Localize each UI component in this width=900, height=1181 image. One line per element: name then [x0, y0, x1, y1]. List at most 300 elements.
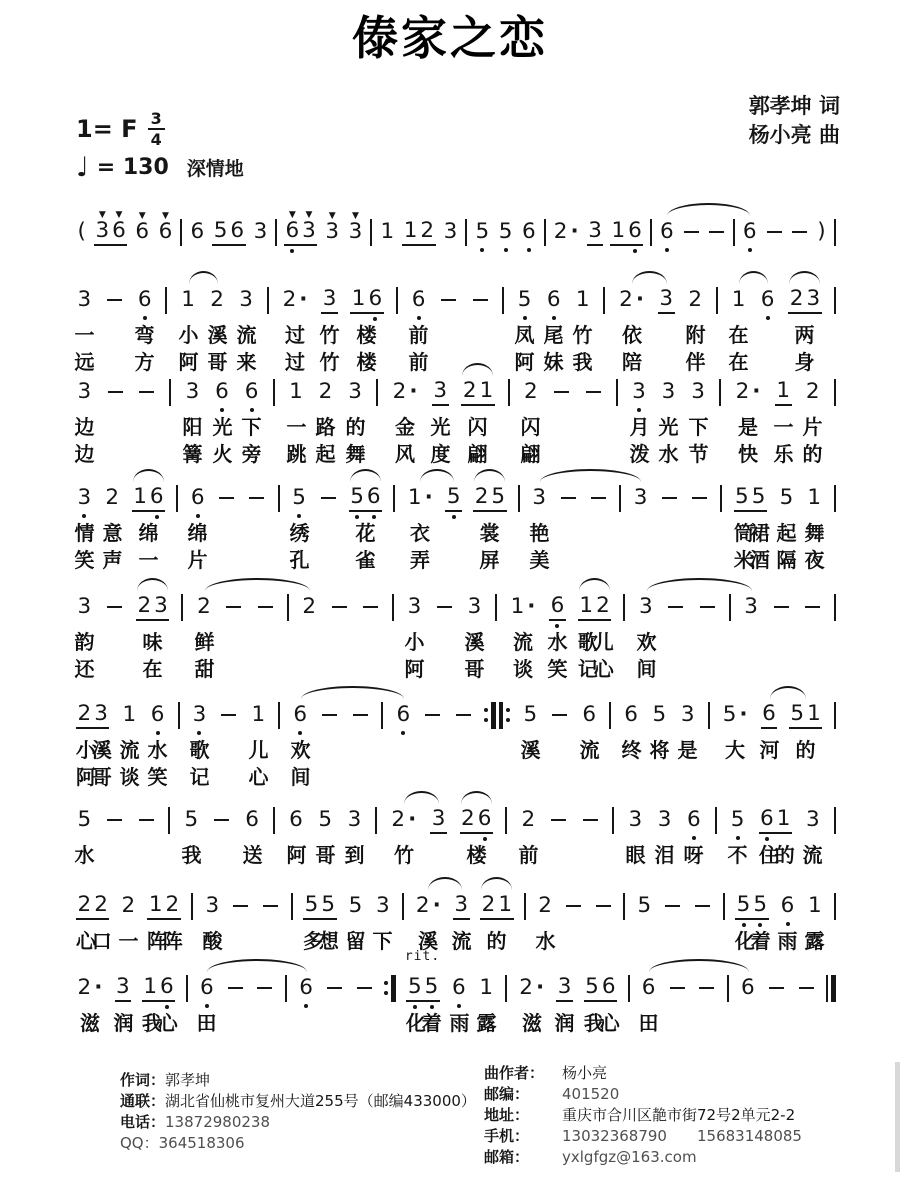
lyric-syllable: 溪 — [520, 738, 541, 762]
lyric-syllable: 过 — [285, 323, 305, 347]
repeat-dots — [384, 981, 388, 995]
barline — [834, 219, 836, 246]
lyric-syllable: 金 — [395, 415, 415, 439]
note-token: 3 — [805, 807, 820, 832]
music-system — [76, 949, 836, 1063]
note-token: 6 — [452, 975, 466, 1000]
note-token: 3 — [239, 287, 253, 312]
held-beat-dash — [228, 987, 243, 990]
lyric-syllable: 田 — [638, 1011, 659, 1035]
lyric-syllable: 阳 — [182, 415, 203, 439]
lyric-syllable: 一 — [138, 548, 159, 572]
lyric-syllable: 我 — [572, 350, 593, 374]
lyric-syllable: 水 — [74, 843, 95, 867]
lyric-syllable: 一 — [286, 415, 307, 439]
lyric-syllable: 雨 — [449, 1011, 470, 1035]
held-beat-dash — [327, 987, 342, 990]
lyric-syllable: 住 — [758, 843, 779, 867]
held-beat-dash — [321, 497, 336, 500]
composer-contact-line-2 — [484, 1084, 802, 1105]
note-token: 2 · — [415, 893, 441, 918]
note-token: 6 — [411, 287, 426, 312]
lyric-syllable: 还 — [74, 657, 95, 681]
held-beat-dash — [799, 987, 814, 990]
contact-label: 通联： — [120, 1092, 166, 1110]
lyric-syllable: 一 — [773, 415, 794, 439]
note-token: 6 — [396, 702, 411, 727]
lyric-syllable: 水 — [547, 630, 568, 654]
lyric-syllable: 露 — [804, 929, 825, 953]
lyric-syllable: 水 — [147, 738, 168, 762]
held-beat-dash — [805, 606, 820, 609]
note-token: 2 · — [553, 219, 579, 244]
lyric-syllable: 儿 — [593, 630, 614, 654]
song-title: 傣家之恋 — [352, 11, 548, 65]
music-system — [76, 361, 836, 467]
lyric-syllable: 方 — [134, 350, 155, 374]
note-token: 6 — [521, 219, 536, 244]
held-beat-dash — [473, 299, 488, 302]
held-beat-dash — [596, 905, 611, 908]
lyric-syllable: 节 — [688, 442, 709, 466]
lyric-syllable: 光 — [212, 415, 233, 439]
lyric-syllable: 笑 — [147, 765, 168, 789]
lyric-syllable: 弄 — [410, 548, 430, 572]
held-beat-dash — [709, 231, 724, 234]
note-token: 3 — [556, 974, 573, 1002]
music-system — [76, 269, 836, 375]
note-token: 3 — [532, 485, 547, 510]
lyric-syllable: 光 — [658, 415, 679, 439]
barline — [275, 219, 277, 246]
note-token: 5 — [318, 807, 332, 832]
lyric-syllable: 润 — [113, 1011, 134, 1035]
lyric-syllable: 小 — [75, 738, 96, 762]
lyric-syllable: 哥 — [464, 657, 485, 681]
lyric-syllable: 陪 — [622, 350, 642, 374]
barline — [715, 807, 717, 834]
barline — [278, 485, 280, 512]
lyric-syllable: 心 — [157, 1011, 178, 1035]
barline — [178, 702, 180, 729]
held-beat-dash — [586, 391, 601, 394]
note-token: 6 — [686, 807, 701, 832]
note-token: 3 — [587, 218, 604, 246]
lyric-syllable: 度 — [430, 442, 451, 466]
lyric-syllable: 月 — [629, 415, 650, 439]
lyric-syllable: 阵 — [162, 929, 183, 953]
barline — [393, 485, 395, 512]
quarter-note-icon: ♩ — [76, 152, 89, 183]
barline — [370, 219, 372, 246]
lyric-syllable: 流 — [513, 630, 533, 654]
lyric-syllable: 润 — [554, 1011, 575, 1035]
lyric-syllable: 翩 — [520, 442, 541, 466]
lyric-syllable: 竹 — [572, 323, 593, 347]
slur-arc — [649, 959, 749, 972]
lyric-syllable: 片 — [802, 415, 823, 439]
note-token: ▼ 3 ▼ 6 — [94, 218, 127, 246]
lyric-syllable: 笑 — [547, 657, 568, 681]
lyric-syllable: 裳 — [479, 521, 500, 545]
lyric-syllable: 情 — [74, 521, 95, 545]
held-beat-dash — [219, 497, 234, 500]
contact-value: 13872980238 — [165, 1113, 270, 1131]
note-token: 3 — [744, 594, 758, 619]
lyric-syllable: 在 — [142, 657, 163, 681]
note-token: 1 — [122, 702, 137, 727]
note-token: 1 · — [407, 485, 433, 510]
lyric-syllable: 旁 — [241, 442, 262, 466]
note-token: 5 — [77, 807, 92, 832]
lyric-syllable: 在 — [728, 323, 749, 347]
lyric-syllable: 口 — [91, 929, 112, 953]
thick-barline — [491, 702, 496, 729]
barline — [723, 893, 725, 920]
lyric-syllable: 隔 — [776, 548, 797, 572]
lyric-syllable: 露 — [476, 1011, 497, 1035]
lyric-syllable: 是 — [677, 738, 698, 762]
held-beat-dash — [221, 714, 236, 717]
note-token: 3 — [628, 807, 643, 832]
lyric-syllable: 心 — [248, 765, 269, 789]
note-token: 6 — [582, 702, 597, 727]
held-beat-dash — [226, 606, 241, 609]
barline — [603, 287, 605, 314]
lyric-syllable: 起 — [776, 521, 797, 545]
lyric-syllable: 溪 — [91, 738, 112, 762]
composer-contact-line-5 — [484, 1147, 802, 1168]
barline — [834, 594, 836, 621]
held-beat-dash — [665, 905, 680, 908]
thin-barline — [826, 975, 828, 1002]
slur-arc — [301, 686, 404, 699]
note-token: 6 — [299, 975, 313, 1000]
lyric-syllable: 片 — [187, 548, 208, 572]
lyricist-contact-block — [120, 1070, 476, 1154]
lyricist-credit: 郭孝坤 词 — [748, 94, 840, 118]
lyric-syllable: 河 — [759, 738, 780, 762]
note-token: 5 — [730, 807, 745, 832]
held-beat-dash — [769, 987, 784, 990]
lyric-syllable: 着 — [750, 929, 771, 953]
note-token: 6 — [741, 975, 755, 1000]
slur-arc — [540, 469, 641, 482]
key-text: 1= F — [76, 115, 138, 143]
lyric-syllable: 不 — [727, 843, 748, 867]
lyric-syllable: 将 — [649, 738, 670, 762]
held-beat-dash — [700, 606, 715, 609]
note-token: 5 6 — [212, 218, 245, 246]
note-token: 3 — [205, 893, 220, 918]
lyric-syllable: 美 — [529, 548, 550, 572]
held-beat-dash — [139, 391, 154, 394]
barline — [505, 975, 507, 1002]
contact-value: 13032368790 15683148085 — [562, 1127, 802, 1145]
lyric-syllable: 边 — [74, 442, 95, 466]
barline — [465, 219, 467, 246]
held-beat-dash — [591, 497, 606, 500]
note-token: 6 — [549, 593, 566, 621]
meter-numerator: 3 — [148, 110, 165, 130]
lyric-syllable: 下 — [372, 929, 393, 953]
note-token: 5 6 — [584, 974, 617, 1002]
lyric-syllable: 筒 — [733, 521, 754, 545]
lyric-syllable: 前 — [518, 843, 539, 867]
lyric-syllable: 光 — [430, 415, 451, 439]
contact-value: 湖北省仙桃市复州大道255号（邮编433000） — [165, 1092, 476, 1110]
note-token: 5 — [637, 893, 652, 918]
note-token: 5 — [292, 485, 306, 510]
note-token: 1 6 — [350, 286, 383, 314]
note-token: 5 — [652, 702, 667, 727]
note-token: 5 — [517, 287, 532, 312]
note-token: 1 — [479, 975, 494, 1000]
note-token: 6 — [190, 485, 205, 510]
slur-arc — [770, 686, 806, 699]
note-token: 5 5 — [303, 892, 336, 920]
note-token: 1 — [181, 287, 195, 312]
contact-label: 地址： — [484, 1106, 530, 1124]
notation-row — [76, 805, 836, 835]
lyric-syllable: 欢 — [636, 630, 657, 654]
lyric-syllable: 心 — [75, 929, 96, 953]
note-token: 1 — [807, 485, 822, 510]
thick-barline — [499, 702, 504, 729]
held-beat-dash — [692, 497, 707, 500]
barline — [165, 287, 167, 314]
note-token: 1 6 — [610, 218, 643, 246]
note-token: 6 — [244, 379, 259, 404]
composer-contact-block — [484, 1063, 802, 1168]
note-token: 6 — [641, 975, 656, 1000]
lyric-syllable: 孔 — [289, 548, 310, 572]
thick-barline — [391, 975, 396, 1002]
held-beat-dash — [233, 905, 248, 908]
note-token: 2 1 — [461, 378, 494, 406]
lyric-syllable: 下 — [241, 415, 262, 439]
barline — [508, 379, 510, 406]
lyric-syllable: 绵 — [187, 521, 208, 545]
lyric-syllable: 阿 — [404, 657, 425, 681]
notation-row — [76, 891, 836, 921]
note-token: 1 2 — [578, 593, 611, 621]
held-beat-dash — [441, 299, 456, 302]
lyric-syllable: 艳 — [529, 521, 550, 545]
note-token: 6 — [546, 287, 561, 312]
note-token: 1 — [775, 378, 792, 406]
barline — [502, 287, 504, 314]
lyric-syllable: 雨 — [777, 929, 798, 953]
lyric-syllable: 终 — [621, 738, 642, 762]
lyric-syllable: 风 — [395, 442, 415, 466]
lyric-syllable: 阵 — [146, 929, 167, 953]
note-token: 3 — [77, 287, 92, 312]
lyric-syllable: 附 — [685, 323, 706, 347]
lyric-syllable: 屏 — [479, 548, 500, 572]
note-token: 6 1 — [759, 806, 792, 834]
tempo-value: = 130 — [96, 155, 169, 180]
lyric-syllable: 竹 — [319, 323, 340, 347]
note-token: ( — [77, 219, 86, 244]
lyric-syllable: 翩 — [467, 442, 488, 466]
lyric-syllable: 小 — [178, 323, 199, 347]
note-token: 6 — [190, 219, 205, 244]
tempo-change-label: rit. — [404, 949, 441, 964]
lyric-syllable: 笑 — [74, 548, 95, 572]
held-beat-dash — [583, 819, 598, 822]
lyric-syllable: 溪 — [207, 323, 228, 347]
barline — [376, 379, 378, 406]
note-token: 2 3 — [76, 701, 109, 729]
lyric-syllable: 舞 — [345, 442, 366, 466]
lyric-syllable: 酒 — [749, 548, 770, 572]
lyric-syllable: 的 — [774, 843, 795, 867]
note-token: 3 — [633, 485, 648, 510]
barline — [544, 219, 546, 246]
note-token: 5 · — [722, 702, 748, 727]
note-token: 6 — [742, 219, 757, 244]
lyric-syllable: 依 — [622, 323, 642, 347]
lyric-syllable: 谈 — [513, 657, 533, 681]
held-beat-dash — [552, 714, 567, 717]
note-token: 3 — [192, 702, 207, 727]
lyric-syllable: 谈 — [119, 765, 140, 789]
lyric-syllable: 闪 — [520, 415, 541, 439]
lyric-syllable: 儿 — [248, 738, 269, 762]
note-token: 2 3 — [136, 593, 169, 621]
slur-arc — [461, 791, 492, 804]
notation-row — [76, 483, 836, 513]
barline — [834, 379, 836, 406]
lyric-syllable: 化 — [734, 929, 755, 953]
barline — [267, 287, 269, 314]
notation-row — [76, 377, 836, 407]
score-area — [76, 0, 836, 1050]
note-token: 2 — [121, 893, 136, 918]
music-system — [76, 576, 836, 682]
lyric-syllable: 流 — [579, 738, 600, 762]
note-token: 2 6 — [460, 806, 493, 834]
lyric-syllable: 流 — [119, 738, 140, 762]
note-token: 2 — [302, 594, 317, 619]
note-token: 2 · — [391, 807, 417, 832]
slur-arc — [137, 578, 168, 591]
lyric-syllable: 呀 — [683, 843, 704, 867]
lyric-syllable: 路 — [315, 415, 336, 439]
lyric-syllable: 竹 — [394, 843, 414, 867]
note-token: 2 · — [519, 975, 545, 1000]
barline — [381, 702, 383, 729]
lyric-syllable: 流 — [802, 843, 823, 867]
barline — [716, 287, 718, 314]
note-token: 5 — [523, 702, 538, 727]
lyric-syllable: 火 — [212, 442, 233, 466]
note-token: 6 — [245, 807, 259, 832]
lyric-syllable: 花 — [355, 521, 376, 545]
lyric-syllable: 多 — [302, 929, 323, 953]
held-beat-dash — [767, 231, 782, 234]
barline — [619, 485, 621, 512]
note-token: 2 · — [619, 287, 645, 312]
note-token: ▼ 6 — [134, 219, 151, 245]
note-token: 6 — [293, 702, 308, 727]
lyric-syllable: 滋 — [80, 1011, 100, 1035]
lyric-syllable: 甜 — [194, 657, 215, 681]
slur-arc — [667, 203, 750, 216]
note-token: 2 3 — [788, 286, 821, 314]
held-beat-dash — [792, 231, 807, 234]
held-beat-dash — [249, 497, 264, 500]
barline — [719, 379, 721, 406]
lyric-syllable: 水 — [658, 442, 679, 466]
barline — [402, 893, 404, 920]
note-token: 2 — [521, 807, 536, 832]
lyric-syllable: 衣 — [410, 521, 430, 545]
contact-label: 邮箱： — [484, 1148, 530, 1166]
note-token: 5 5 — [406, 974, 439, 1002]
slur-arc — [420, 469, 454, 482]
lyric-syllable: 酸 — [202, 929, 223, 953]
lyric-syllable: 泼 — [629, 442, 650, 466]
lyric-syllable: 的 — [802, 442, 823, 466]
held-beat-dash — [695, 905, 710, 908]
note-token: 5 — [498, 219, 513, 244]
note-token: 3 — [407, 594, 422, 619]
note-token: 6 — [659, 219, 674, 244]
note-token: ▼ 3 — [347, 219, 364, 245]
note-token: 3 — [453, 892, 470, 920]
note-token: 1 2 — [402, 218, 435, 246]
note-token: 3 — [347, 807, 362, 832]
lyricist-contact-line-2 — [120, 1091, 476, 1112]
slur-arc — [739, 271, 768, 284]
note-token: 3 — [658, 286, 675, 314]
lyric-syllable: 着 — [421, 1011, 442, 1035]
note-token: 3 — [661, 379, 676, 404]
lyric-syllable: 的 — [795, 738, 816, 762]
lyric-syllable: 流 — [236, 323, 257, 347]
lyric-syllable: 两 — [794, 323, 815, 347]
lyric-syllable: 乐 — [773, 442, 794, 466]
note-token: 2 — [805, 379, 820, 404]
note-token: 3 — [430, 806, 447, 834]
note-token: 2 — [538, 893, 552, 918]
held-beat-dash — [456, 714, 471, 717]
note-token: 3 — [680, 702, 695, 727]
lyric-syllable: 雀 — [355, 548, 376, 572]
barline — [834, 485, 836, 512]
lyric-syllable: 歌 — [577, 630, 598, 654]
note-token: 1 — [380, 219, 395, 244]
note-token: 2 2 — [76, 892, 109, 920]
barline — [191, 893, 193, 920]
note-token: 3 — [443, 219, 458, 244]
composer-credit: 杨小亮 曲 — [748, 123, 840, 147]
note-token: 1 · — [510, 594, 536, 619]
end-repeat-barline — [384, 975, 396, 1002]
lyric-syllable: 欢 — [290, 738, 311, 762]
final-barline — [826, 975, 836, 1002]
lyric-syllable: 哥 — [207, 350, 228, 374]
held-beat-dash — [107, 819, 122, 822]
slur-arc — [207, 959, 307, 972]
lyric-syllable: 流 — [451, 929, 472, 953]
held-beat-dash — [357, 987, 372, 990]
note-token: 6 — [150, 702, 165, 727]
lyric-syllable: 留 — [345, 929, 366, 953]
lyric-syllable: 大 — [725, 738, 745, 762]
